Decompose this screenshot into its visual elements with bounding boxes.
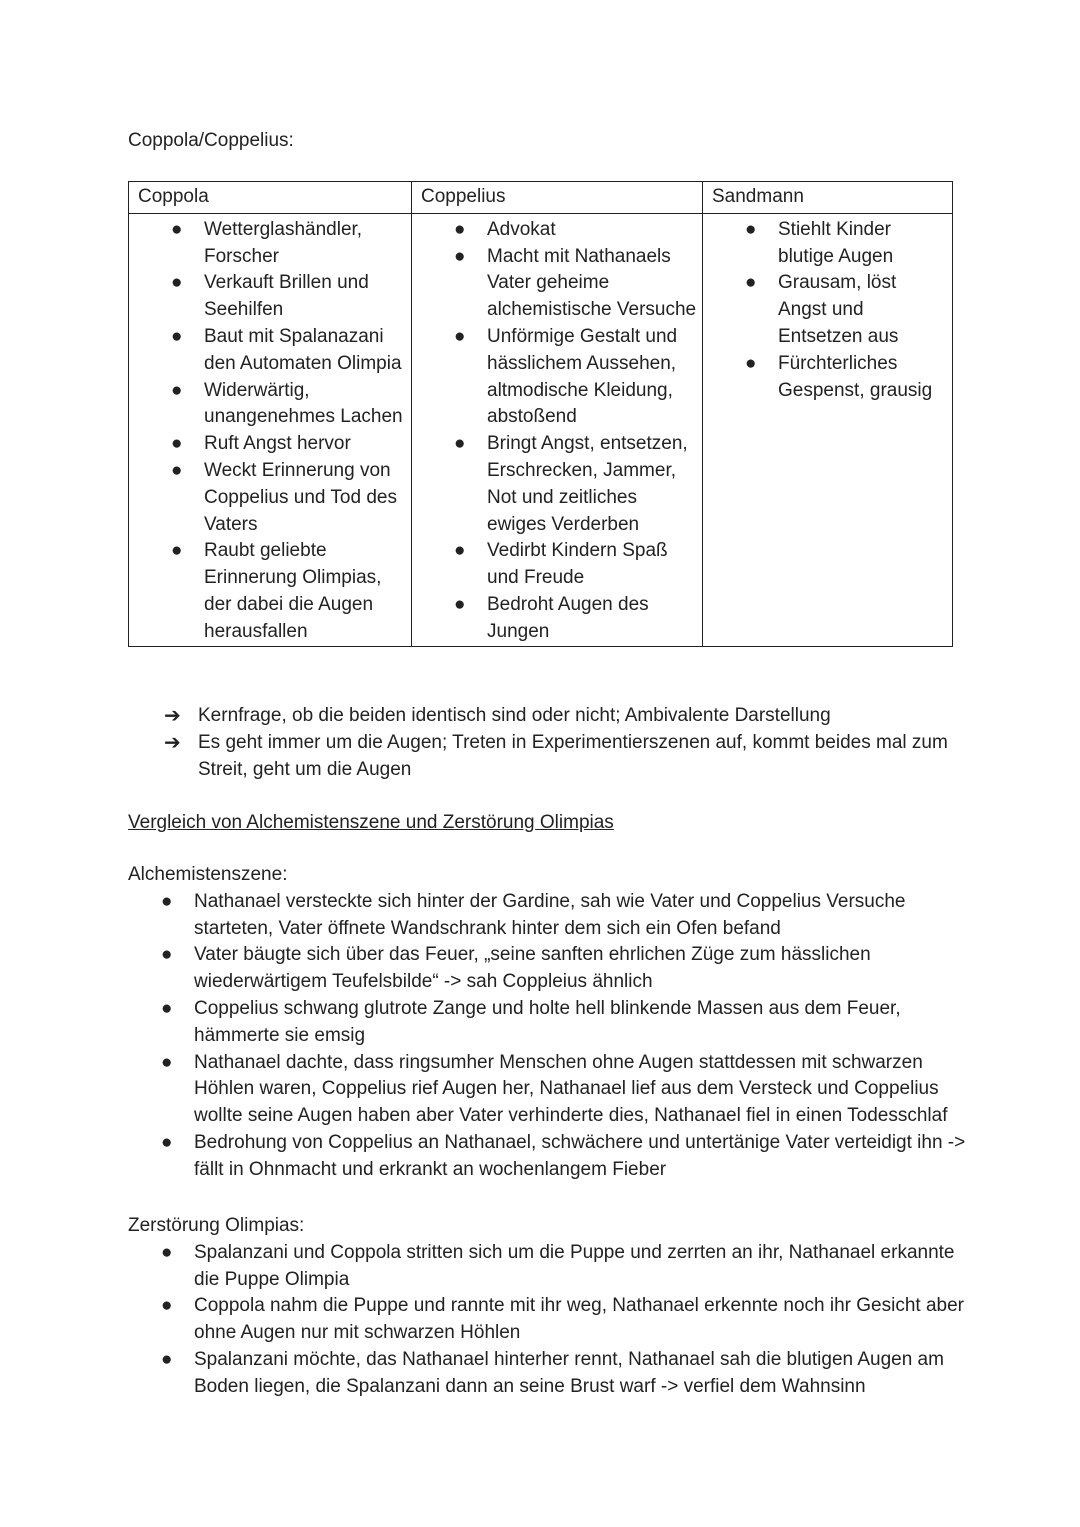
list-item bbox=[703, 270, 948, 350]
list-item-text: Verkauft Brillen und Seehilfen bbox=[204, 272, 369, 321]
bullet-icon: ● bbox=[161, 1348, 173, 1370]
list-item bbox=[129, 378, 407, 432]
bullet-icon: ● bbox=[161, 944, 173, 966]
alchemist-title: Alchemistenszene: bbox=[128, 864, 288, 885]
sandmann-list bbox=[703, 217, 948, 405]
arrow-note bbox=[128, 730, 958, 784]
arrow-note bbox=[128, 703, 958, 730]
list-item bbox=[412, 324, 698, 431]
conclusion-notes bbox=[128, 703, 958, 783]
list-item bbox=[129, 217, 407, 271]
list-item bbox=[128, 996, 968, 1050]
cell-coppola bbox=[129, 213, 412, 646]
destruction-section bbox=[128, 1213, 968, 1401]
arrow-right-icon: ➔ bbox=[164, 705, 181, 727]
list-item bbox=[128, 1050, 968, 1130]
list-item bbox=[129, 270, 407, 324]
list-item-text: Macht mit Nathanaels Vater geheime alchemistische Versuche bbox=[487, 245, 697, 321]
list-item bbox=[128, 1347, 968, 1401]
bullet-icon: ● bbox=[171, 325, 183, 347]
list-item-text: Coppola nahm die Puppe und rannte mit ihr weg, Nathanael erkennte noch ihr Gesicht aber ohne Augen nur mit schwarzen Höhlen bbox=[194, 1295, 964, 1344]
bullet-icon: ● bbox=[161, 1295, 173, 1317]
table-row bbox=[129, 213, 953, 646]
bullet-icon: ● bbox=[171, 218, 183, 240]
bullet-icon: ● bbox=[454, 593, 466, 615]
list-item-text: Weckt Erinnerung von Coppelius und Tod des Vaters bbox=[204, 459, 397, 535]
list-item bbox=[128, 942, 968, 996]
list-item-text: Spalanzani möchte, das Nathanael hinterher rennt, Nathanael sah die blutigen Augen am Boden liegen, die Spalanzani dann an seine Brust warf -> verfiel dem Wahnsinn bbox=[194, 1348, 944, 1397]
list-item bbox=[128, 1293, 968, 1347]
list-item bbox=[412, 431, 698, 538]
table-header-row bbox=[129, 182, 953, 214]
list-item-text: Wetterglashändler, Forscher bbox=[204, 218, 363, 267]
list-item bbox=[128, 1240, 968, 1294]
bullet-icon: ● bbox=[161, 890, 173, 912]
page-heading: Coppola/Coppelius: bbox=[128, 130, 294, 151]
section-title: Vergleich von Alchemistenszene und Zerstörung Olimpias bbox=[128, 812, 614, 833]
bullet-icon: ● bbox=[745, 218, 757, 240]
list-item-text: Fürchterliches Gespenst, grausig bbox=[778, 352, 933, 401]
list-item-text: Raubt geliebte Erinnerung Olimpias, der dabei die Augen herausfallen bbox=[204, 540, 382, 642]
list-item bbox=[703, 217, 948, 271]
list-item bbox=[128, 1130, 968, 1184]
list-item bbox=[412, 592, 698, 646]
list-item bbox=[412, 538, 698, 592]
bullet-icon: ● bbox=[454, 540, 466, 562]
arrow-right-icon: ➔ bbox=[164, 731, 181, 754]
list-item bbox=[129, 538, 407, 645]
cell-sandmann bbox=[703, 213, 953, 646]
list-item-text: Nathanael dachte, dass ringsumher Menschen ohne Augen stattdessen mit schwarzen Höhlen waren, Coppelius rief Augen her, Nathanael lief aus dem Versteck und Coppelius wollte seine Augen haben aber Vater verhinderte dies, Nathanael fiel in einen Todesschlaf bbox=[194, 1051, 948, 1127]
list-item-text: Bringt Angst, entsetzen, Erschrecken, Jammer, Not und zeitliches ewiges Verderben bbox=[487, 433, 688, 535]
bullet-icon: ● bbox=[171, 459, 183, 481]
bullet-icon: ● bbox=[171, 433, 183, 455]
arrow-note-text: Kernfrage, ob die beiden identisch sind oder nicht; Ambivalente Darstellung bbox=[198, 705, 831, 726]
list-item-text: Coppelius schwang glutrote Zange und holte hell blinkende Massen aus dem Feuer, hämmerte sie emsig bbox=[194, 997, 901, 1046]
list-item-text: Ruft Angst hervor bbox=[204, 433, 351, 455]
list-item-text: Stiehlt Kinder blutige Augen bbox=[778, 218, 894, 267]
arrow-note-text: Es geht immer um die Augen; Treten in Experimentierszenen auf, kommt beides mal zum Streit, geht um die Augen bbox=[198, 731, 948, 780]
coppelius-list bbox=[412, 217, 698, 646]
list-item-text: Vater bäugte sich über das Feuer, „seine sanften ehrlichen Züge zum hässlichen wiederwärtigem Teufelsbilde“ -> sah Coppleius ähnlich bbox=[194, 944, 871, 993]
list-item bbox=[128, 889, 968, 943]
comparison-table bbox=[128, 181, 953, 647]
list-item-text: Bedrohung von Coppelius an Nathanael, schwächere und untertänige Vater verteidigt ihn -> fällt in Ohnmacht und erkrankt an wochenlangem Fieber bbox=[194, 1131, 966, 1180]
list-item-text: Bedroht Augen des Jungen bbox=[487, 593, 649, 642]
list-item-text: Widerwärtig, unangenehmes Lachen bbox=[204, 379, 403, 428]
list-item-text: Vedirbt Kindern Spaß und Freude bbox=[487, 540, 668, 589]
bullet-icon: ● bbox=[161, 1051, 173, 1073]
bullet-icon: ● bbox=[454, 245, 466, 267]
list-item bbox=[129, 324, 407, 378]
bullet-icon: ● bbox=[454, 218, 466, 240]
list-item-text: Spalanzani und Coppola stritten sich um die Puppe und zerrten an ihr, Nathanael erkannte die Puppe Olimpia bbox=[194, 1241, 955, 1290]
bullet-icon: ● bbox=[454, 325, 466, 347]
bullet-icon: ● bbox=[745, 352, 757, 374]
list-item bbox=[412, 217, 698, 244]
cell-coppelius bbox=[412, 213, 703, 646]
column-header-coppelius: Coppelius bbox=[412, 182, 703, 214]
list-item-text: Unförmige Gestalt und hässlichem Aussehen, altmodische Kleidung, abstoßend bbox=[487, 325, 678, 428]
column-header-sandmann: Sandmann bbox=[703, 182, 953, 214]
destruction-title: Zerstörung Olimpias: bbox=[128, 1215, 305, 1236]
list-item-text: Advokat bbox=[487, 218, 556, 240]
bullet-icon: ● bbox=[171, 272, 183, 294]
list-item-text: Nathanael versteckte sich hinter der Gardine, sah wie Vater und Coppelius Versuche starteten, Vater öffnete Wandschrank hinter dem sich ein Ofen befand bbox=[194, 890, 906, 939]
alchemist-list bbox=[128, 889, 968, 1184]
list-item bbox=[703, 351, 948, 405]
destruction-list bbox=[128, 1240, 968, 1401]
column-header-coppola: Coppola bbox=[129, 182, 412, 214]
list-item bbox=[129, 458, 407, 538]
bullet-icon: ● bbox=[161, 1241, 173, 1263]
list-item bbox=[129, 431, 407, 458]
bullet-icon: ● bbox=[745, 272, 757, 294]
bullet-icon: ● bbox=[454, 433, 466, 455]
list-item-text: Baut mit Spalanazani den Automaten Olimpia bbox=[204, 325, 402, 374]
list-item bbox=[412, 244, 698, 324]
bullet-icon: ● bbox=[171, 379, 183, 401]
bullet-icon: ● bbox=[161, 997, 173, 1019]
bullet-icon: ● bbox=[171, 540, 183, 562]
list-item-text: Grausam, löst Angst und Entsetzen aus bbox=[778, 272, 899, 347]
alchemist-section bbox=[128, 862, 968, 1184]
bullet-icon: ● bbox=[161, 1131, 173, 1153]
coppola-list bbox=[129, 217, 407, 646]
